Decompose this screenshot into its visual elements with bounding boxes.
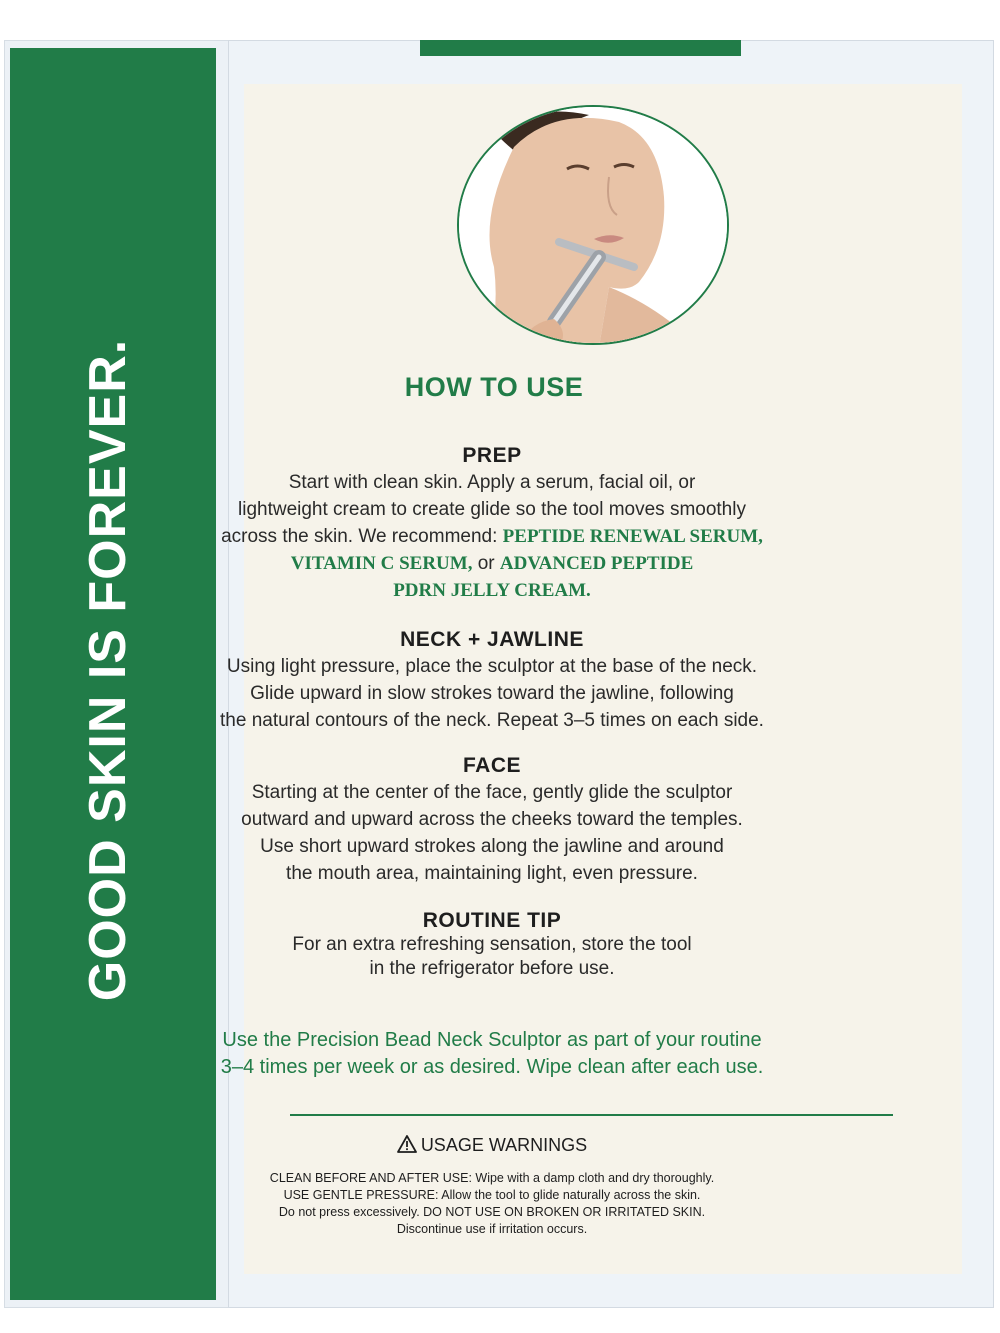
neck-jawline-text — [0, 653, 992, 734]
neck-line-3: the natural contours of the neck. Repeat 3–5 times on each side. — [220, 710, 764, 731]
prep-recommend-lead: across the skin. We recommend: — [221, 526, 503, 547]
face-line-4: the mouth area, maintaining light, even pressure. — [286, 863, 698, 884]
warning-line-3: Do not press excessively. DO NOT USE ON BROKEN OR IRRITATED SKIN. — [278, 1205, 706, 1219]
routine-tip-text — [0, 933, 992, 981]
usage-warnings-heading — [0, 1135, 992, 1158]
warning-line-1: CLEAN BEFORE AND AFTER USE: Wipe with a damp cloth and dry thoroughly. — [269, 1171, 715, 1185]
prep-line-1: Start with clean skin. Apply a serum, facial oil, or — [288, 472, 696, 493]
routine-line-2: 3–4 times per week or as desired. Wipe clean after each use. — [220, 1056, 764, 1078]
product-advanced-peptide: ADVANCED PEPTIDE — [499, 553, 694, 574]
prep-line-2: lightweight cream to create glide so the tool moves smoothly — [238, 499, 746, 520]
prep-text — [0, 469, 992, 604]
face-text — [0, 779, 992, 887]
prep-connector: or — [472, 553, 500, 574]
usage-warnings-text — [0, 1170, 992, 1238]
face-line-1: Starting at the center of the face, gently glide the sculptor — [251, 782, 733, 803]
face-line-2: outward and upward across the cheeks toward the temples. — [241, 809, 743, 830]
neck-line-2: Glide upward in slow strokes toward the jawline, following — [250, 683, 734, 704]
routine-tip-title: ROUTINE TIP — [422, 909, 562, 932]
neck-line-1: Using light pressure, place the sculptor at the base of the neck. — [226, 656, 758, 677]
portrait-image — [457, 105, 729, 345]
warning-line-2: USE GENTLE PRESSURE: Allow the tool to glide naturally across the skin. — [283, 1188, 701, 1202]
tip-line-1: For an extra refreshing sensation, store the tool — [292, 934, 692, 955]
section-divider — [290, 1114, 893, 1116]
spine-tagline: GOOD SKIN IS FOREVER. — [79, 338, 137, 1002]
face-title: FACE — [462, 754, 521, 777]
prep-line-5 — [0, 577, 992, 604]
prep-title: PREP — [462, 444, 522, 467]
prep-line-4 — [0, 550, 992, 577]
routine-line-1: Use the Precision Bead Neck Sculptor as part of your routine — [222, 1029, 762, 1051]
routine-note — [0, 1027, 992, 1081]
tip-line-2: in the refrigerator before use. — [369, 958, 615, 979]
top-tab — [420, 40, 741, 56]
warning-icon — [397, 1135, 417, 1158]
warning-line-4: Discontinue use if irritation occurs. — [396, 1222, 588, 1236]
face-line-3: Use short upward strokes along the jawline and around — [260, 836, 724, 857]
product-pdrn-jelly-cream: PDRN JELLY CREAM. — [393, 580, 591, 601]
how-to-use-heading: HOW TO USE — [404, 372, 584, 402]
product-vitamin-c-serum: VITAMIN C SERUM, — [290, 553, 473, 574]
usage-warnings-title: USAGE WARNINGS — [420, 1135, 588, 1155]
neck-jawline-title: NECK + JAWLINE — [400, 628, 584, 651]
prep-line-3 — [0, 523, 992, 550]
product-peptide-renewal-serum: PEPTIDE RENEWAL SERUM, — [502, 526, 763, 547]
